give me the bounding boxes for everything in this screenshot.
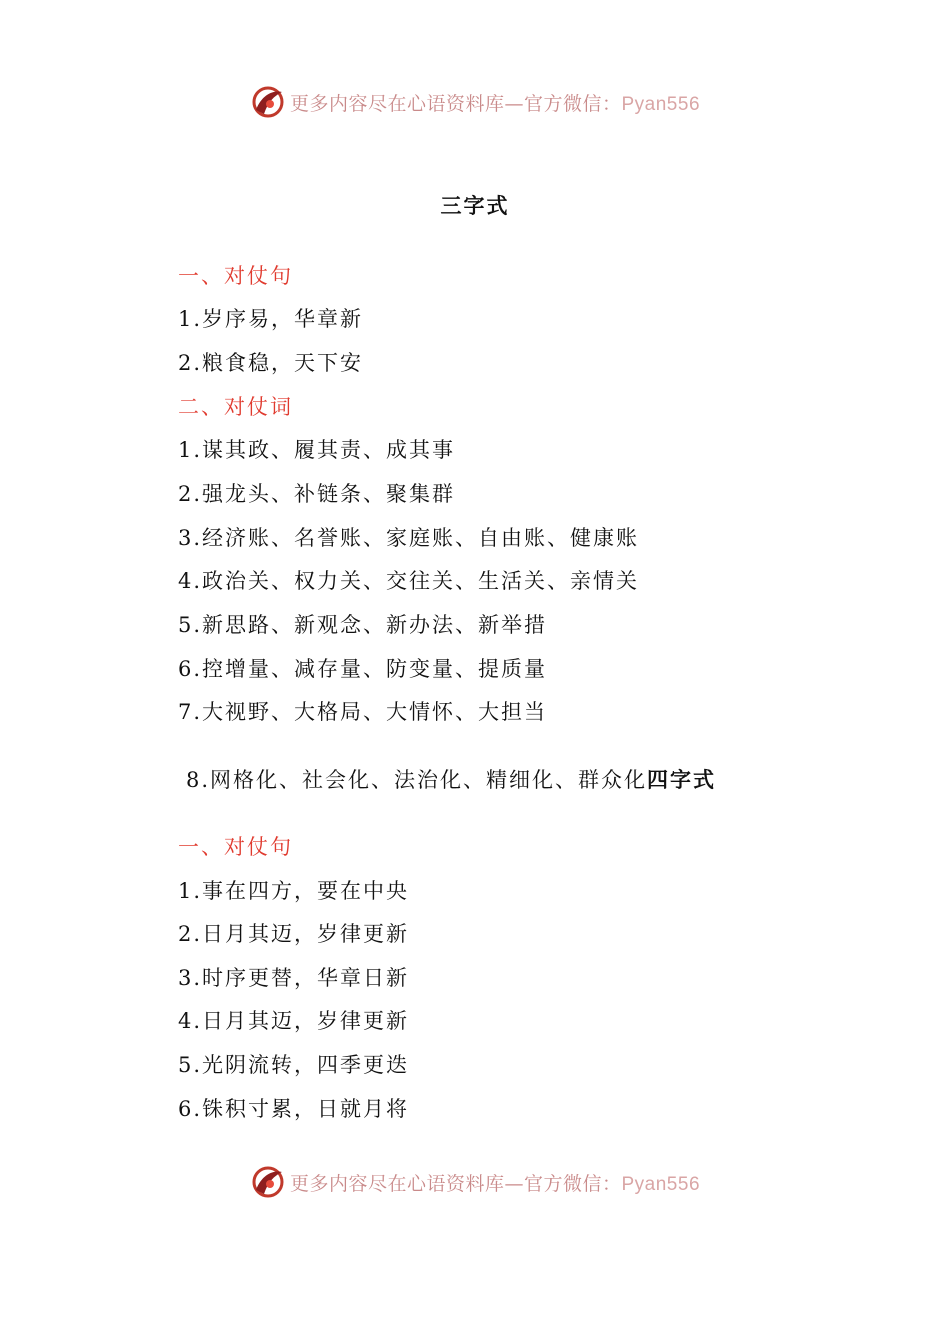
list-item: 5.光阴流转，四季更迭 xyxy=(178,1053,410,1077)
page-title: 三字式 xyxy=(440,194,510,218)
banner-label: 更多内容尽在心语资料库—官方微信： xyxy=(289,92,622,115)
banner-text xyxy=(290,1169,700,1196)
list-item: 2.强龙头、补链条、聚集群 xyxy=(178,482,456,506)
list-item: 6.铢积寸累，日就月将 xyxy=(178,1097,410,1121)
footer-banner xyxy=(0,1162,950,1202)
list-item: 4.政治关、权力关、交往关、生活关、亲情关 xyxy=(178,569,640,593)
header-banner xyxy=(0,82,950,122)
banner-text xyxy=(290,89,700,116)
section-heading: 一、对仗句 xyxy=(178,835,293,859)
section-heading: 一、对仗句 xyxy=(178,264,293,288)
logo-icon xyxy=(250,84,286,120)
list-item: 6.控增量、减存量、防变量、提质量 xyxy=(178,657,548,681)
list-item: 8.网格化、社会化、法治化、精细化、群众化 xyxy=(186,768,648,792)
list-item: 1.谋其政、履其责、成其事 xyxy=(178,438,456,462)
section-heading: 二、对仗词 xyxy=(178,395,293,419)
list-item: 2.日月其迈，岁律更新 xyxy=(178,922,410,946)
list-item: 5.新思路、新观念、新办法、新举措 xyxy=(178,613,548,637)
list-item: 3.经济账、名誉账、家庭账、自由账、健康账 xyxy=(178,526,640,550)
wechat-id: Pyan556 xyxy=(621,93,701,115)
section-title: 四字式 xyxy=(647,768,717,792)
list-item: 1.岁序易，华章新 xyxy=(178,307,364,331)
list-item-with-title xyxy=(186,765,716,795)
logo-icon xyxy=(250,1164,286,1200)
list-item: 3.时序更替，华章日新 xyxy=(178,966,410,990)
list-item: 4.日月其迈，岁律更新 xyxy=(178,1009,410,1033)
banner-label: 更多内容尽在心语资料库—官方微信： xyxy=(289,1172,622,1195)
list-item: 1.事在四方，要在中央 xyxy=(178,879,410,903)
wechat-id: Pyan556 xyxy=(621,1173,701,1195)
list-item: 7.大视野、大格局、大情怀、大担当 xyxy=(178,700,548,724)
list-item: 2.粮食稳，天下安 xyxy=(178,351,364,375)
